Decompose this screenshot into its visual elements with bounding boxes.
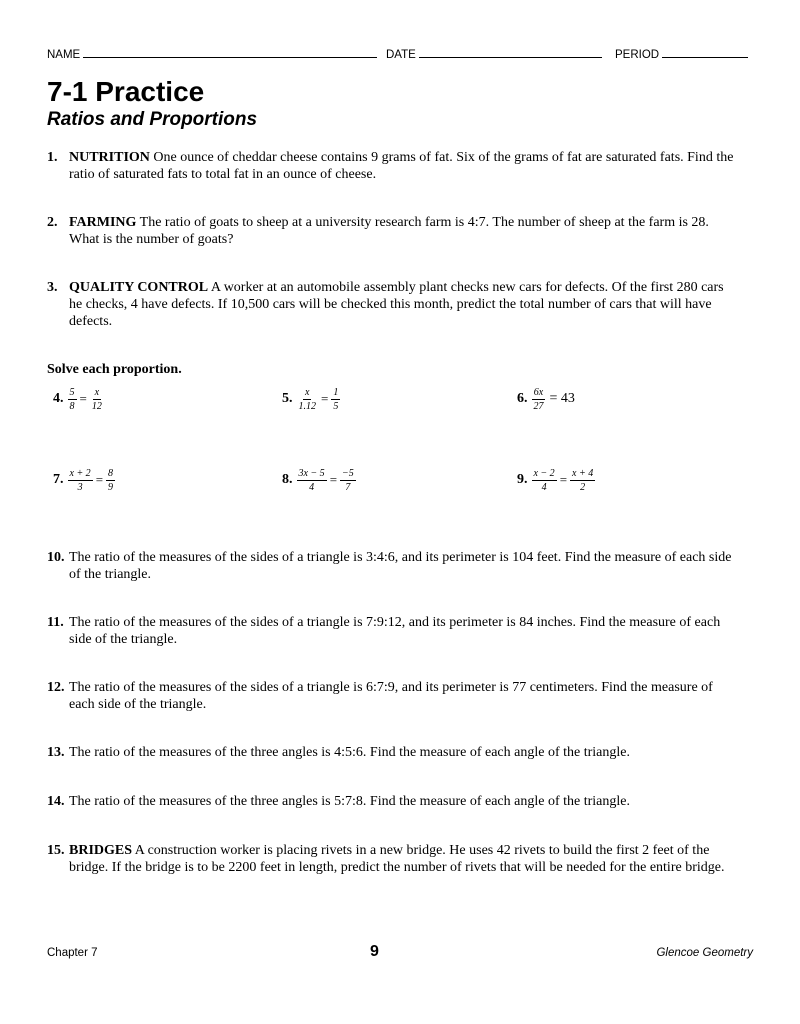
proportion-number: 6. bbox=[517, 391, 528, 406]
proportion-number: 5. bbox=[282, 391, 293, 406]
problem-15 bbox=[47, 842, 767, 878]
fraction-right: $\frac{x + 4}{2}$ bbox=[572, 467, 594, 493]
problem-number: 2. bbox=[47, 215, 58, 230]
fraction-right: $\frac{1}{5}$ bbox=[333, 386, 339, 412]
fraction-left: $\frac{3x - 5}{4}$ bbox=[298, 467, 325, 493]
problem-text-cont: he checks, 4 have defects. If 10,500 cars will be checked this month, predict the total number of cars that will have bbox=[69, 297, 712, 312]
fraction-left: $\frac{x - 2}{4}$ bbox=[533, 467, 555, 493]
date-label: DATE bbox=[386, 49, 416, 61]
problem-keyword: FARMING bbox=[69, 215, 137, 230]
problem-text: The ratio of the measures of the sides of a triangle is 7:9:12, and its perimeter is 84 inches. Find the measure of each bbox=[69, 615, 721, 630]
proportion-5 bbox=[282, 385, 341, 413]
page-title: 7-1 Practice bbox=[47, 76, 205, 107]
problem-text-cont: ratio of saturated fats to total fat in an ounce of cheese. bbox=[69, 167, 377, 182]
problem-number: 1. bbox=[47, 150, 58, 165]
problem-keyword: NUTRITION bbox=[69, 150, 150, 165]
problem-text: A worker at an automobile assembly plant checks new cars for defects. Of the first 280 cars bbox=[208, 280, 724, 295]
problem-number: 3. bbox=[47, 280, 58, 295]
problem-14 bbox=[47, 793, 767, 811]
fraction-right: $\frac{x}{12}$ bbox=[91, 386, 102, 412]
name-field bbox=[47, 47, 377, 61]
proportion-number: 9. bbox=[517, 472, 528, 487]
proportion-8 bbox=[282, 466, 357, 494]
fraction-left: $\frac{x + 2}{3}$ bbox=[69, 467, 91, 493]
problem-number: 11. bbox=[47, 615, 64, 630]
period-blank[interactable] bbox=[662, 47, 748, 58]
problem-3 bbox=[47, 279, 767, 333]
equals-sign: = bbox=[95, 472, 104, 487]
period-field bbox=[615, 47, 748, 61]
section-heading: Solve each proportion. bbox=[47, 362, 182, 377]
problem-number: 12. bbox=[47, 680, 65, 695]
equals-sign: = bbox=[329, 472, 338, 487]
problem-text-cont: each side of the triangle. bbox=[69, 697, 207, 712]
problem-13 bbox=[47, 744, 767, 762]
fraction-right: $\frac{-5}{7}$ bbox=[342, 467, 354, 493]
problem-text-cont: defects. bbox=[69, 314, 113, 329]
date-blank[interactable] bbox=[419, 47, 602, 58]
name-label: NAME bbox=[47, 49, 81, 61]
proportion-number: 7. bbox=[53, 472, 64, 487]
equals-sign: = bbox=[559, 472, 568, 487]
problem-text: The ratio of the measures of the three angles is 4:5:6. Find the measure of each angle of the triangle. bbox=[69, 745, 630, 760]
problem-text-cont: side of the triangle. bbox=[69, 632, 178, 647]
problem-text: One ounce of cheddar cheese contains 9 grams of fat. Six of the grams of fat are saturated fats. Find the bbox=[149, 150, 734, 165]
problem-number: 14. bbox=[47, 794, 65, 809]
problem-12 bbox=[47, 679, 767, 715]
proportion-7 bbox=[53, 466, 116, 494]
equals-sign: = bbox=[79, 391, 87, 406]
problem-2 bbox=[47, 214, 767, 250]
problem-text-cont: bridge. If the bridge is to be 2200 feet in length, predict the number of rivets that will be needed for the entire bridge. bbox=[69, 860, 725, 875]
problem-text: A construction worker is placing rivets in a new bridge. He uses 42 rivets to build the first 2 feet of the bbox=[132, 843, 710, 858]
proportion-4 bbox=[53, 385, 105, 413]
problem-text-cont: of the triangle. bbox=[69, 567, 152, 582]
fraction-left: $\frac{6x}{27}$ bbox=[533, 386, 544, 412]
problem-11 bbox=[47, 614, 767, 650]
right-hand-side: = 43 bbox=[549, 391, 575, 406]
problem-keyword: QUALITY CONTROL bbox=[69, 280, 209, 295]
problem-number: 15. bbox=[47, 843, 65, 858]
problem-10 bbox=[47, 549, 767, 585]
problem-keyword: BRIDGES bbox=[69, 843, 133, 858]
date-field bbox=[386, 47, 602, 61]
fraction-right: $\frac{8}{9}$ bbox=[108, 467, 114, 493]
name-blank[interactable] bbox=[83, 47, 377, 58]
page-subtitle: Ratios and Proportions bbox=[47, 109, 258, 130]
equals-sign: = bbox=[321, 391, 329, 406]
proportion-9 bbox=[517, 466, 596, 494]
footer-book: Glencoe Geometry bbox=[656, 947, 753, 959]
proportion-number: 4. bbox=[53, 391, 64, 406]
problem-number: 13. bbox=[47, 745, 65, 760]
fraction-left: $\frac{5}{8}$ bbox=[69, 386, 75, 412]
proportion-number: 8. bbox=[282, 472, 293, 487]
problem-text: The ratio of the measures of the sides of a triangle is 6:7:9, and its perimeter is 77 centimeters. Find the measure of bbox=[69, 680, 713, 695]
proportion-6 bbox=[517, 385, 575, 413]
problem-text: The ratio of the measures of the sides of a triangle is 3:4:6, and its perimeter is 104 feet. Find the measure of each side bbox=[69, 550, 732, 565]
fraction-left: $\frac{x}{1.12}$ bbox=[298, 386, 316, 412]
footer-chapter: Chapter 7 bbox=[47, 947, 98, 959]
page-number: 9 bbox=[370, 943, 379, 960]
problem-text-cont: What is the number of goats? bbox=[69, 232, 234, 247]
problem-text: The ratio of goats to sheep at a university research farm is 4:7. The number of sheep at the farm is 28. bbox=[136, 215, 709, 230]
problem-text: The ratio of the measures of the three angles is 5:7:8. Find the measure of each angle of the triangle. bbox=[69, 794, 630, 809]
problem-1 bbox=[47, 149, 767, 185]
problem-number: 10. bbox=[47, 550, 65, 565]
period-label: PERIOD bbox=[615, 49, 660, 61]
